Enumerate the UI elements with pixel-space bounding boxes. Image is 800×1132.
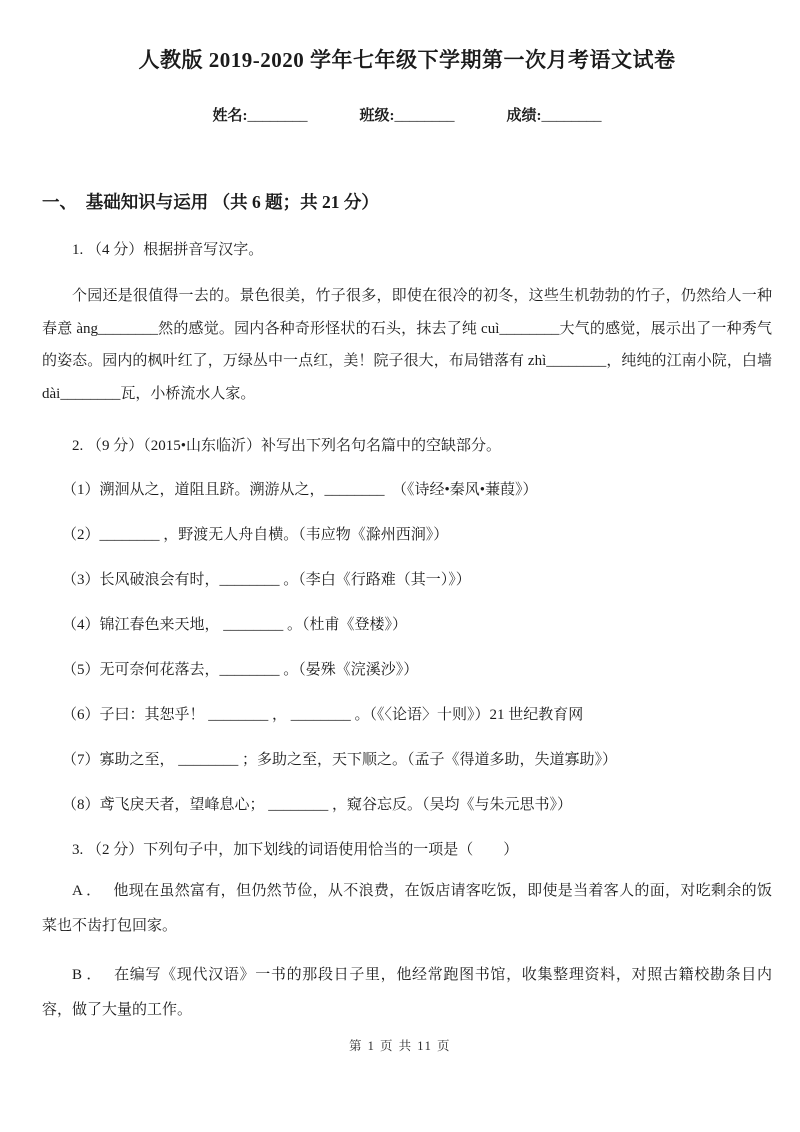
question-2-stem: 2. （9 分）（2015•山东临沂）补写出下列名句名篇中的空缺部分。	[72, 438, 502, 454]
class-label: 班级:	[359, 108, 395, 124]
score-field	[507, 104, 602, 125]
question-2-item-6: （6）子曰：其恕乎！ ________ ， ________ 。（《〈论语〉十则》）21 世纪教育网	[62, 707, 584, 723]
class-field	[360, 104, 455, 125]
question-1-stem: 1. （4 分）根据拼音写汉字。	[72, 242, 264, 258]
section-1-heading: 一、 基础知识与运用 （共 6 题；共 21 分）	[42, 192, 379, 212]
question-2-items	[42, 480, 772, 815]
question-2-item-3: （3）长风破浪会有时，________ 。（李白《行路难（其一）》）	[62, 572, 471, 588]
page-footer: 第 1 页 共 11 页	[349, 1039, 451, 1053]
question-2-item-2: （2）________ ，野渡无人舟自横。（韦应物《滁州西涧》）	[62, 527, 449, 543]
page-title: 人教版 2019-2020 学年七年级下学期第一次月考语文试卷	[138, 48, 676, 72]
question-2-item-8: （8）鸢飞戾天者，望峰息心； ________ ，窥谷忘反。（吴均《与朱元思书》）	[62, 797, 573, 813]
option-a-marker: A ．	[72, 883, 102, 899]
student-info-row	[42, 104, 772, 125]
question-3-stem: 3. （2 分）下列句子中，加下划线的词语使用恰当的一项是（ ）	[72, 842, 519, 858]
name-label: 姓名:	[212, 108, 248, 124]
question-3-option-b	[42, 958, 772, 1028]
option-b-marker: B ．	[72, 967, 103, 983]
option-b-text: 在编写《现代汉语》一书的那段日子里，他经常跑图书馆，收集整理资料，对照古籍校勘条目内容，做了大量的工作。	[42, 967, 772, 1018]
option-a-text: 他现在虽然富有，但仍然节俭，从不浪费，在饭店请客吃饭，即使是当着客人的面，对吃剩余的饭菜也不齿打包回家。	[42, 883, 772, 934]
name-field	[213, 104, 308, 125]
question-2-item-5: （5）无可奈何花落去，________ 。（晏殊《浣溪沙》）	[62, 662, 419, 678]
score-label: 成绩:	[506, 108, 542, 124]
name-blank: ________	[247, 108, 308, 124]
question-2-item-4: （4）锦江春色来天地， ________ 。（杜甫《登楼》）	[62, 617, 408, 633]
class-blank: ________	[394, 108, 455, 124]
question-2-item-1: （1）溯洄从之，道阻且跻。溯游从之，________ （《诗经•秦风•蒹葭》）	[62, 482, 538, 498]
question-3-option-a	[42, 874, 772, 944]
question-2-item-7: （7）寡助之至， ________ ；多助之至，天下顺之。（孟子《得道多助，失道寡助》）	[62, 752, 618, 768]
question-1-passage: 个园还是很值得一去的。景色很美，竹子很多，即使在很冷的初冬，这些生机勃勃的竹子，仍然给人一种春意 àng________然的感觉。园内各种奇形怪状的石头，抹去了纯 cuì________大气的感觉，展示出了一种秀气的姿态。园内的枫叶红了，万绿丛中一点红，美！院子很大，布局错落有 zhì________，纯纯的江南小院，白墙 dài________瓦，小桥流水人家。	[42, 288, 772, 402]
score-blank: ________	[541, 108, 602, 124]
